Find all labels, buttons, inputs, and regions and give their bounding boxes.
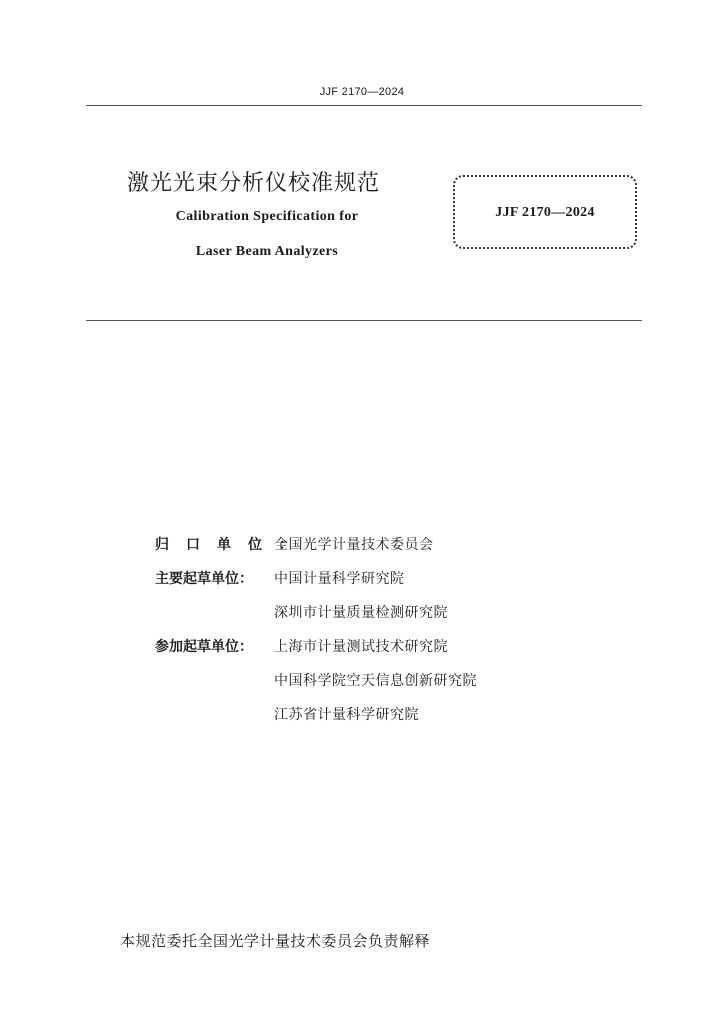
document-title-en-line2: Laser Beam Analyzers [195, 244, 339, 259]
main-drafting-unit-value: 中国计量科学研究院 [274, 571, 405, 587]
responsible-unit-label: 归口单位： [155, 537, 310, 553]
participating-unit-value: 上海市计量测试技术研究院 [274, 639, 448, 655]
header-code: JJF 2170—2024 [319, 86, 405, 98]
header-divider [86, 105, 642, 106]
participating-unit-label: 参加起草单位： [155, 639, 253, 655]
participating-unit-value: 中国科学院空天信息创新研究院 [274, 673, 477, 689]
document-title-cn: 激光光束分析仪校准规范 [127, 171, 381, 196]
main-drafting-unit-value: 深圳市计量质量检测研究院 [274, 605, 448, 621]
main-drafting-unit-label: 主要起草单位： [155, 571, 253, 587]
participating-unit-value: 江苏省计量科学研究院 [274, 707, 419, 723]
document-code-box [453, 175, 637, 249]
document-code-text: JJF 2170—2024 [495, 205, 595, 220]
document-title-en-line1: Calibration Specification for [175, 209, 359, 224]
title-divider [86, 320, 642, 321]
interpretation-note: 本规范委托全国光学计量技术委员会负责解释 [120, 932, 431, 950]
responsible-unit-value: 全国光学计量技术委员会 [274, 537, 434, 553]
